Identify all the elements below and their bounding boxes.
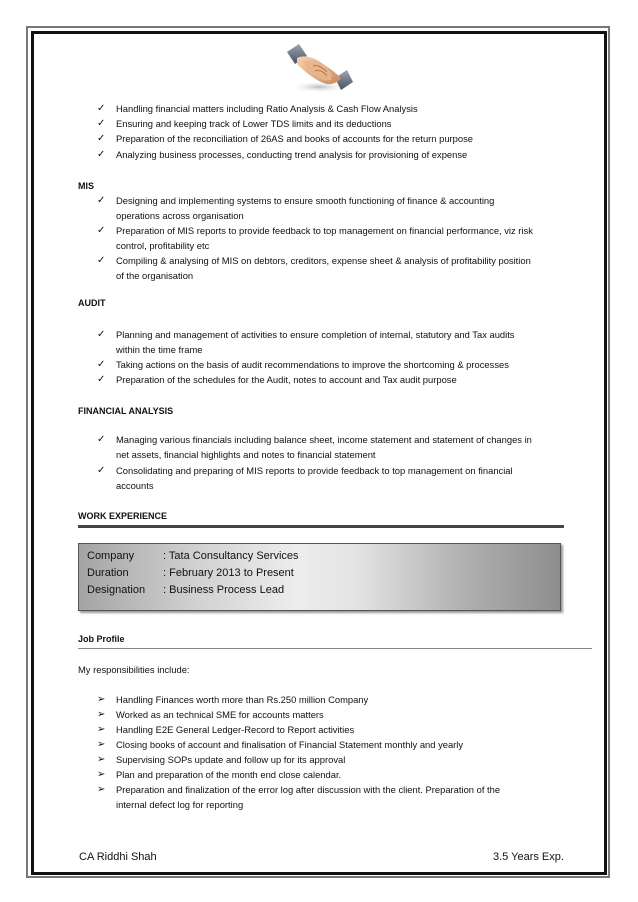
footer-name: CA Riddhi Shah <box>79 851 157 863</box>
bullet-text: within the time frame <box>116 344 203 355</box>
bullet-text: Closing books of account and finalisation of Financial Statement monthly and yearly <box>116 739 464 750</box>
bullet-text: Compiling & analysing of MIS on debtors, creditors, expense sheet & analysis of profitability position <box>116 255 531 266</box>
bullet-text: Preparation and finalization of the error log after discussion with the client. Preparation of the <box>116 784 501 795</box>
arrow-bullet-icon: ➢ <box>97 754 106 765</box>
bullet-text: Handling E2E General Ledger-Record to Report activities <box>116 724 355 735</box>
arrow-bullet-icon: ➢ <box>97 769 106 780</box>
bullet-text: Preparation of MIS reports to provide feedback to top management on financial performance, viz risk <box>116 225 533 236</box>
check-icon: ✓ <box>97 434 106 445</box>
job-profile-rule <box>78 648 592 649</box>
check-icon: ✓ <box>97 465 106 476</box>
bullet-text: Taking actions on the basis of audit recommendations to improve the shortcoming & processes <box>116 359 509 370</box>
check-icon: ✓ <box>97 133 106 144</box>
bullet-text: net assets, financial highlights and notes to financial statement <box>116 449 376 460</box>
arrow-bullet-icon: ➢ <box>97 739 106 750</box>
check-icon: ✓ <box>97 374 106 385</box>
bullet-text: Plan and preparation of the month end close calendar. <box>116 769 342 780</box>
bullet-text: of the organisation <box>116 270 194 281</box>
job-profile-heading: Job Profile <box>78 634 125 644</box>
financial-analysis-heading: FINANCIAL ANALYSIS <box>78 406 174 416</box>
bullet-text: operations across organisation <box>116 210 244 221</box>
company-value: : Tata Consultancy Services <box>163 550 299 562</box>
company-label: Company <box>87 550 135 562</box>
designation-label: Designation <box>87 584 146 596</box>
bullet-text: Managing various financials including balance sheet, income statement and statement of changes in <box>116 434 532 445</box>
bullet-text: Planning and management of activities to ensure completion of internal, statutory and Tax audits <box>116 329 515 340</box>
bullet-text: Ensuring and keeping track of Lower TDS limits and its deductions <box>116 118 392 129</box>
check-icon: ✓ <box>97 359 106 370</box>
check-icon: ✓ <box>97 118 106 129</box>
bullet-text: internal defect log for reporting <box>116 799 244 810</box>
bullet-text: Handling financial matters including Ratio Analysis & Cash Flow Analysis <box>116 103 418 114</box>
duration-label: Duration <box>87 567 129 579</box>
job-profile-intro: My responsibilities include: <box>78 664 190 675</box>
bullet-text: Worked as an technical SME for accounts matters <box>116 709 324 720</box>
footer-experience: 3.5 Years Exp. <box>493 851 564 863</box>
audit-heading: AUDIT <box>78 298 106 308</box>
job-summary-box <box>78 543 561 611</box>
check-icon: ✓ <box>97 225 106 236</box>
arrow-bullet-icon: ➢ <box>97 724 106 735</box>
handshake-icon <box>283 40 353 96</box>
check-icon: ✓ <box>97 103 106 114</box>
bullet-text: Supervising SOPs update and follow up for its approval <box>116 754 346 765</box>
arrow-bullet-icon: ➢ <box>97 694 106 705</box>
arrow-bullet-icon: ➢ <box>97 784 106 795</box>
check-icon: ✓ <box>97 329 106 340</box>
bullet-text: Handling Finances worth more than Rs.250 million Company <box>116 694 369 705</box>
bullet-text: accounts <box>116 480 154 491</box>
bullet-text: Preparation of the reconciliation of 26AS and books of accounts for the return purpose <box>116 133 473 144</box>
bullet-text: Consolidating and preparing of MIS reports to provide feedback to top management on financial <box>116 465 513 476</box>
check-icon: ✓ <box>97 195 106 206</box>
bullet-text: control, profitability etc <box>116 240 210 251</box>
bullet-text: Preparation of the schedules for the Audit, notes to account and Tax audit purpose <box>116 374 457 385</box>
arrow-bullet-icon: ➢ <box>97 709 106 720</box>
check-icon: ✓ <box>97 255 106 266</box>
check-icon: ✓ <box>97 149 106 160</box>
designation-value: : Business Process Lead <box>163 584 285 596</box>
bullet-text: Designing and implementing systems to ensure smooth functioning of finance & accounting <box>116 195 495 206</box>
duration-value: : February 2013 to Present <box>163 567 294 579</box>
bullet-text: Analyzing business processes, conducting trend analysis for provisioning of expense <box>116 149 468 160</box>
work-experience-heading: WORK EXPERIENCE <box>78 511 168 521</box>
work-experience-rule <box>78 525 564 528</box>
mis-heading: MIS <box>78 181 95 191</box>
